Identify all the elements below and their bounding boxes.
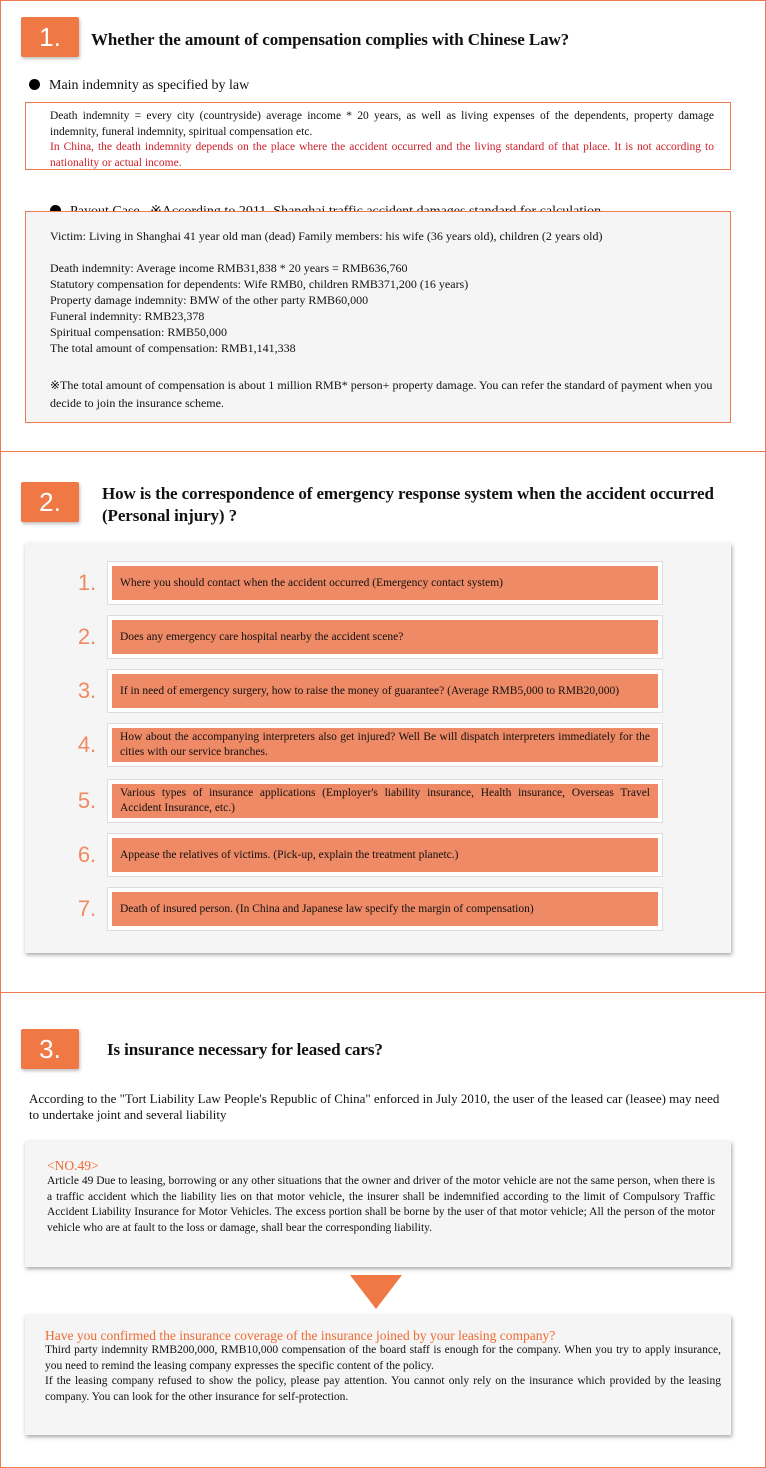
section-emergency-response — [0, 451, 766, 993]
step-number: 1. — [77, 570, 97, 595]
step-number: 3. — [77, 678, 97, 703]
step-text: Various types of insurance applications (Employer's liability insurance, Health insurance, Overseas Travel Accident Insurance, etc.) — [112, 784, 658, 818]
indemnity-warning-text: In China, the death indemnity depends on the place where the accident occurred and the living standard of that place. It is not according to nationality or actual income. — [50, 141, 714, 169]
case-line: Property damage indemnity: BMW of the other party RMB60,000 — [50, 293, 369, 307]
step-item — [25, 887, 731, 931]
step-text: Death of insured person. (In China and Japanese law specify the margin of compensation) — [112, 892, 658, 926]
section-title: How is the correspondence of emergency response system when the accident occurred (Personal injury) ? — [102, 484, 714, 525]
step-number: 4. — [77, 732, 97, 757]
article-49-panel — [25, 1141, 731, 1267]
case-line: Death indemnity: Average income RMB31,838 * 20 years = RMB636,760 — [50, 261, 408, 275]
confirm-paragraph: Third party indemnity RMB200,000, RMB10,000 compensation of the board staff is enough for the company. When you try to apply insurance, you need to remind the leasing company expresses the specific content of the policy. — [45, 1344, 721, 1372]
leasing-insurance-panel — [25, 1315, 731, 1435]
indemnity-definition-text: Death indemnity = every city (countryside) average income * 20 years, as well as living expenses of the dependents, property damage indemnity, funeral indemnity, spiritual compensation etc. — [50, 110, 714, 138]
step-frame — [107, 779, 663, 823]
step-frame — [107, 669, 663, 713]
tort-law-intro: According to the "Tort Liability Law People's Republic of China" enforced in July 2010, the user of the leased car (leasee) may need to undertake joint and several liability — [29, 1091, 720, 1122]
section-number-badge: 2. — [21, 482, 79, 522]
case-victim: Victim: Living in Shanghai 41 year old man (dead) Family members: his wife (36 years old), children (2 years old) — [50, 229, 603, 243]
step-frame — [107, 615, 663, 659]
confirm-body — [45, 1343, 721, 1405]
step-text: Does any emergency care hospital nearby the accident scene? — [112, 620, 658, 654]
step-frame — [107, 833, 663, 877]
case-line: Spiritual compensation: RMB50,000 — [50, 325, 227, 339]
step-item — [25, 833, 731, 877]
step-number: 5. — [77, 788, 97, 813]
step-text: How about the accompanying interpreters also get injured? Well Be will dispatch interpreters immediately for the cities with our service branches. — [112, 728, 658, 762]
step-text: If in need of emergency surgery, how to raise the money of guarantee? (Average RMB5,000 to RMB20,000) — [112, 674, 658, 708]
step-item — [25, 779, 731, 823]
step-frame — [107, 887, 663, 931]
case-note: ※The total amount of compensation is about 1 million RMB* person+ property damage. You can refer the standard of payment when you decide to join the insurance scheme. — [50, 378, 713, 410]
step-text: Where you should contact when the accident occurred (Emergency contact system) — [112, 566, 658, 600]
step-number: 7. — [77, 896, 97, 921]
bullet-text: Main indemnity as specified by law — [49, 78, 250, 93]
case-line: The total amount of compensation: RMB1,141,338 — [50, 341, 296, 355]
section-number-badge: 3. — [21, 1029, 79, 1069]
section-leased-cars — [0, 992, 766, 1468]
section-title: Whether the amount of compensation complies with Chinese Law? — [91, 30, 570, 49]
arrow-down-icon — [350, 1275, 402, 1309]
section-title: Is insurance necessary for leased cars? — [107, 1040, 383, 1059]
step-number: 6. — [77, 842, 97, 867]
step-item — [25, 723, 731, 767]
bullet-dot-icon — [29, 79, 40, 90]
step-frame — [107, 561, 663, 605]
confirm-heading: Have you confirmed the insurance coverage of the insurance joined by your leasing company? — [45, 1328, 556, 1343]
case-line: Statutory compensation for dependents: Wife RMB0, children RMB371,200 (16 years) — [50, 277, 469, 291]
section-compensation-law — [0, 0, 766, 452]
step-number: 2. — [77, 624, 97, 649]
bullet-main-indemnity — [29, 77, 249, 95]
step-item — [25, 669, 731, 713]
article-heading: <NO.49> — [47, 1158, 99, 1173]
step-item — [25, 615, 731, 659]
payout-case-box — [25, 211, 731, 423]
case-line: Funeral indemnity: RMB23,378 — [50, 309, 205, 323]
section-number-badge: 1. — [21, 17, 79, 57]
emergency-steps-panel — [25, 543, 731, 953]
step-text: Appease the relatives of victims. (Pick-up, explain the treatment planetc.) — [112, 838, 658, 872]
confirm-paragraph: If the leasing company refused to show the policy, please pay attention. You cannot only rely on the insurance which provided by the leasing company. You can look for the other insurance for self-protection. — [45, 1375, 721, 1403]
indemnity-definition-box — [25, 102, 731, 170]
step-frame — [107, 723, 663, 767]
step-item — [25, 561, 731, 605]
article-body: Article 49 Due to leasing, borrowing or any other situations that the owner and driver of the motor vehicle are not the same person, when there is a traffic accident which the liability lies on that motor vehicle, the insurer shall be indemnified according to the limit of Compulsory Traffic Accident Liability Insurance for Motor Vehicles. The excess portion shall be borne by the user of that motor vehicle; All the person of the motor vehicle who are at fault to the loss or damage, shall bear the corresponding liability. — [47, 1175, 715, 1234]
